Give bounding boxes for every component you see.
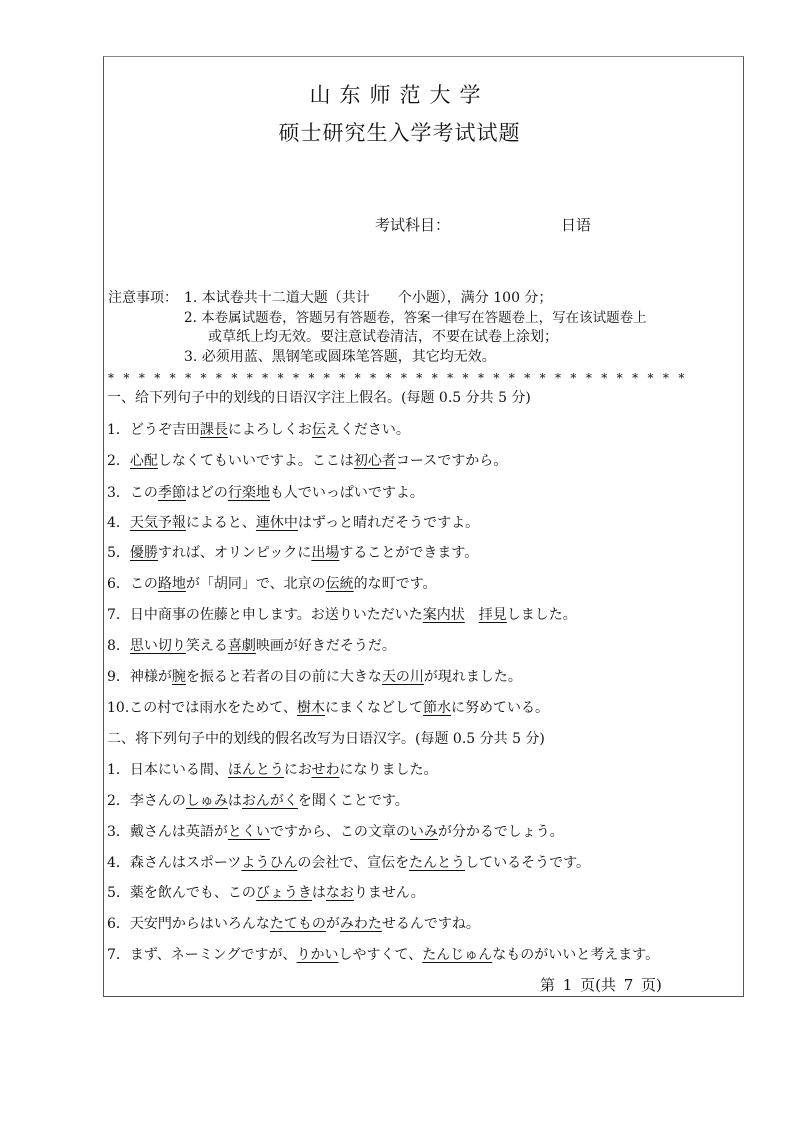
question-text: にお xyxy=(283,762,312,778)
question-text: も人でいっぱいですよ。 xyxy=(269,485,424,501)
question-text: 9．神様が xyxy=(107,669,172,685)
question-text: の会社で、宣伝を xyxy=(297,855,410,871)
underlined-term: 拝見 xyxy=(478,607,507,623)
question-item xyxy=(107,792,409,810)
university-name: 山东师范大学 xyxy=(309,83,490,107)
question-text: 4． xyxy=(107,515,130,531)
question-text: しているそうです。 xyxy=(465,855,590,871)
question-text: しやすくて、 xyxy=(338,947,423,963)
underlined-term: 思い切り xyxy=(129,638,186,654)
question-text: によると、 xyxy=(185,515,256,531)
question-item xyxy=(107,606,577,624)
question-text: に努めている。 xyxy=(450,700,549,716)
notes-label: 注意事项： xyxy=(108,290,178,306)
question-text: しました。 xyxy=(506,607,577,623)
question-item xyxy=(107,514,479,532)
underlined-term: 天気予報 xyxy=(129,515,186,531)
question-text: 2．李さんの xyxy=(107,793,186,809)
question-text: が xyxy=(325,916,340,932)
question-text: 2． xyxy=(107,453,130,469)
underlined-term: とくい xyxy=(227,824,270,840)
question-text: が「胡同」で、北京の xyxy=(185,576,326,592)
separator-stars: * * * * * * * * * * * * * * * * * * * * * * * * * * * * * * * * * * * * * * xyxy=(108,371,688,385)
question-item xyxy=(107,823,564,841)
note-line: 1. 本试卷共十二道大题（共计 个小题），满分 100 分； xyxy=(184,290,553,306)
page-number: 第 1 页(共 7 页) xyxy=(540,976,662,994)
underlined-term: 天の川 xyxy=(381,669,424,685)
underlined-term: 初心者 xyxy=(353,453,396,469)
underlined-term: 優勝 xyxy=(129,545,158,561)
question-text: は xyxy=(311,885,326,901)
question-item xyxy=(107,946,659,964)
question-text: りません。 xyxy=(353,885,425,901)
question-text: 6．天安門からはいろんな xyxy=(107,916,270,932)
note-line: 2. 本卷属试题卷，答题另有答题卷，答案一律写在答题卷上，写在该试题卷上 xyxy=(184,310,647,326)
question-item xyxy=(107,484,424,502)
question-item xyxy=(107,884,425,902)
question-text: ですから、この文章の xyxy=(269,824,410,840)
underlined-term: びょうき xyxy=(255,885,312,901)
question-text: 1．どうぞ吉田 xyxy=(107,422,200,438)
underlined-term: 伝統 xyxy=(325,576,354,592)
question-text: しなくてもいいですよ。ここは xyxy=(157,453,354,469)
underlined-term: 路地 xyxy=(157,576,186,592)
underlined-term: 伝 xyxy=(311,422,326,438)
question-item xyxy=(107,637,396,655)
underlined-term: たんじゅん xyxy=(422,947,493,963)
question-text: 笑える xyxy=(185,638,228,654)
question-item xyxy=(107,452,507,470)
underlined-term: 行楽地 xyxy=(227,485,270,501)
question-text: 7．日中商事の佐藤と申します。お送りいただいた xyxy=(107,607,423,623)
question-text: すれば、オリンピックに xyxy=(157,545,312,561)
underlined-term: 喜劇 xyxy=(227,638,256,654)
underlined-term: なお xyxy=(325,885,354,901)
underlined-term: おんがく xyxy=(241,793,298,809)
question-text: が分かるでしょう。 xyxy=(437,824,564,840)
question-text: 8． xyxy=(107,638,130,654)
note-line: 或草纸上均无效。要注意试卷清洁，不要在试卷上涂划； xyxy=(208,329,558,345)
question-text: 3．戴さんは英語が xyxy=(107,824,228,840)
underlined-term: 出場 xyxy=(311,545,340,561)
underlined-term: ほんとう xyxy=(227,762,284,778)
underlined-term: 案内状 xyxy=(422,607,465,623)
question-item xyxy=(107,668,522,686)
note-line: 3. 必须用蓝、黑钢笔或圆珠笔答题，其它均无效。 xyxy=(184,349,496,365)
question-item xyxy=(107,761,438,779)
question-text: はずっと晴れだそうですよ。 xyxy=(297,515,480,531)
question-text: コースですから。 xyxy=(395,453,508,469)
question-text: 5． xyxy=(107,545,130,561)
underlined-term: せわ xyxy=(311,762,340,778)
underlined-term: 節水 xyxy=(422,700,451,716)
question-item xyxy=(107,699,549,717)
underlined-term: たてもの xyxy=(269,916,326,932)
underlined-term: りかい xyxy=(296,947,339,963)
question-text: は xyxy=(227,793,242,809)
underlined-term: 季節 xyxy=(157,485,186,501)
question-text: によろしくお xyxy=(227,422,312,438)
underlined-term: いみ xyxy=(409,824,438,840)
question-text: 1．日本にいる間、 xyxy=(107,762,228,778)
question-item xyxy=(107,915,480,933)
question-text: 5．薬を飲んでも、この xyxy=(107,885,256,901)
question-item xyxy=(107,575,437,593)
question-text: なものがいいと考えます。 xyxy=(492,947,660,963)
question-text: 的な町です。 xyxy=(353,576,437,592)
underlined-term: たんとう xyxy=(409,855,466,871)
question-text: することができます。 xyxy=(339,545,479,561)
subject-label: 考试科目： xyxy=(375,216,451,234)
question-item xyxy=(107,854,590,872)
question-item xyxy=(107,421,410,439)
exam-title: 硕士研究生入学考试试题 xyxy=(278,121,521,145)
underlined-term: 樹木 xyxy=(296,700,325,716)
question-text: が現れました。 xyxy=(423,669,522,685)
question-text: はどの xyxy=(185,485,228,501)
question-item xyxy=(107,544,478,562)
question-text: 6．この xyxy=(107,576,158,592)
question-text: えください。 xyxy=(325,422,410,438)
question-text: にまくなどして xyxy=(324,700,423,716)
underlined-term: 連休中 xyxy=(255,515,298,531)
section-heading: 一、给下列句子中的划线的日语汉字注上假名。(每题 0.5 分共 5 分) xyxy=(107,390,531,406)
question-text: になりました。 xyxy=(339,762,438,778)
question-text: を聞くことです。 xyxy=(297,793,409,809)
underlined-term: 課長 xyxy=(199,422,228,438)
underlined-term: 心配 xyxy=(129,453,158,469)
question-text: 4．森さんはスポーツ xyxy=(107,855,242,871)
question-text: を振ると若者の目の前に大きな xyxy=(185,669,382,685)
section-heading: 二、将下列句子中的划线的假名改写为日语汉字。(每题 0.5 分共 5 分) xyxy=(107,731,545,747)
underlined-term: しゅみ xyxy=(185,793,228,809)
underlined-term: みわた xyxy=(339,916,382,932)
question-text: せるんですね。 xyxy=(381,916,480,932)
question-text: 10.この村では雨水をためて、 xyxy=(107,700,297,716)
subject-value: 日语 xyxy=(561,216,592,234)
question-text xyxy=(465,607,479,623)
question-text: 7．まず、ネーミングですが、 xyxy=(107,947,297,963)
underlined-term: 腕 xyxy=(171,669,186,685)
underlined-term: ようひん xyxy=(241,855,298,871)
question-text: 3．この xyxy=(107,485,158,501)
question-text: 映画が好きだそうだ。 xyxy=(255,638,396,654)
